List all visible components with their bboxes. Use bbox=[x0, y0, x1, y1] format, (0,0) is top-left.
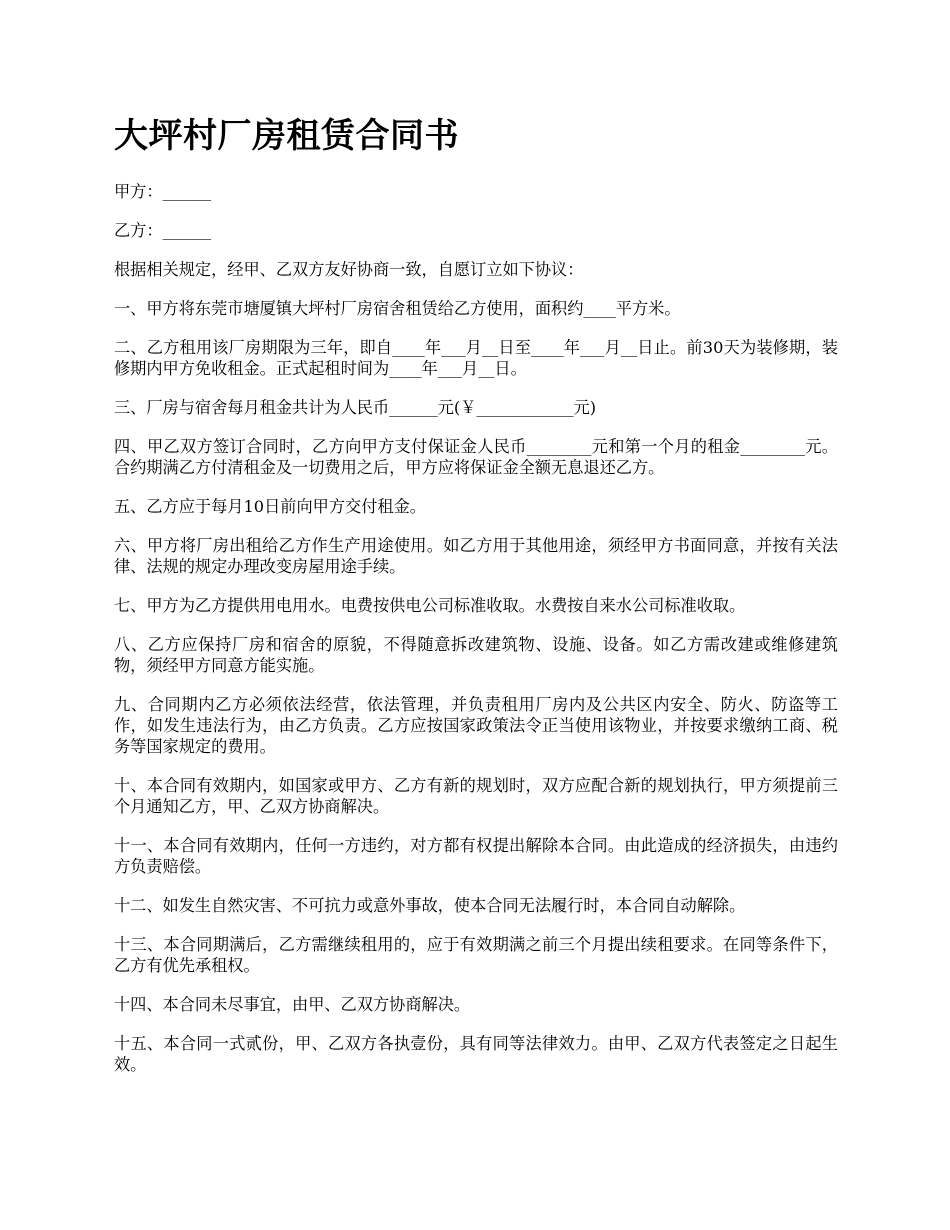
clause-5: 五、乙方应于每月10日前向甲方交付租金。 bbox=[114, 497, 426, 516]
clause-9: 九、合同期内乙方必须依法经营，依法管理，并负责租用厂房内及公共区内安全、防火、防盗等工作，如发生违法行为，由乙方负责。乙方应按国家政策法令正当使用该物业，并按要求缴纳工商、税务等国家规定的费用。 bbox=[114, 695, 838, 756]
document-title: 大坪村厂房租赁合同书 bbox=[114, 116, 459, 156]
clause-3: 三、厂房与宿舍每月租金共计为人民币______元(￥____________元) bbox=[114, 398, 597, 417]
clause-11: 十一、本合同有效期内，任何一方违约，对方都有权提出解除本合同。由此造成的经济损失，由违约方负责赔偿。 bbox=[114, 836, 838, 876]
party-b-line: 乙方：______ bbox=[114, 221, 212, 240]
clause-10: 十、本合同有效期内，如国家或甲方、乙方有新的规划时，双方应配合新的规划执行，甲方须提前三个月通知乙方，甲、乙双方协商解决。 bbox=[114, 776, 838, 816]
preamble: 根据相关规定，经甲、乙双方友好协商一致，自愿订立如下协议： bbox=[114, 260, 584, 279]
clause-15: 十五、本合同一式贰份，甲、乙双方各执壹份，具有同等法律效力。由甲、乙双方代表签定之日起生效。 bbox=[114, 1034, 838, 1074]
clause-7: 七、甲方为乙方提供用电用水。电费按供电公司标准收取。水费按自来水公司标准收取。 bbox=[114, 596, 746, 615]
clause-12: 十二、如发生自然灾害、不可抗力或意外事故，使本合同无法履行时，本合同自动解除。 bbox=[114, 896, 746, 915]
clause-1: 一、甲方将东莞市塘厦镇大坪村厂房宿舍租赁给乙方使用，面积约____平方米。 bbox=[114, 299, 681, 318]
clause-6: 六、甲方将厂房出租给乙方作生产用途使用。如乙方用于其他用途，须经甲方书面同意，并按有关法律、法规的规定办理改变房屋用途手续。 bbox=[114, 536, 838, 576]
clause-2: 二、乙方租用该厂房期限为三年，即自____年___月__日至____年___月__日止。前30天为装修期，装修期内甲方免收租金。正式起租时间为____年___月__日。 bbox=[114, 338, 838, 378]
party-a-line: 甲方：______ bbox=[114, 182, 212, 201]
clause-4: 四、甲乙双方签订合同时，乙方向甲方支付保证金人民币________元和第一个月的租金________元。合约期满乙方付清租金及一切费用之后，甲方应将保证金全额无息退还乙方。 bbox=[114, 437, 838, 477]
clause-13: 十三、本合同期满后，乙方需继续租用的，应于有效期满之前三个月提出续租要求。在同等条件下，乙方有优先承租权。 bbox=[114, 935, 838, 975]
clause-8: 八、乙方应保持厂房和宿舍的原貌，不得随意拆改建筑物、设施、设备。如乙方需改建或维修建筑物，须经甲方同意方能实施。 bbox=[114, 635, 838, 675]
clause-14: 十四、本合同未尽事宜，由甲、乙双方协商解决。 bbox=[114, 995, 471, 1014]
